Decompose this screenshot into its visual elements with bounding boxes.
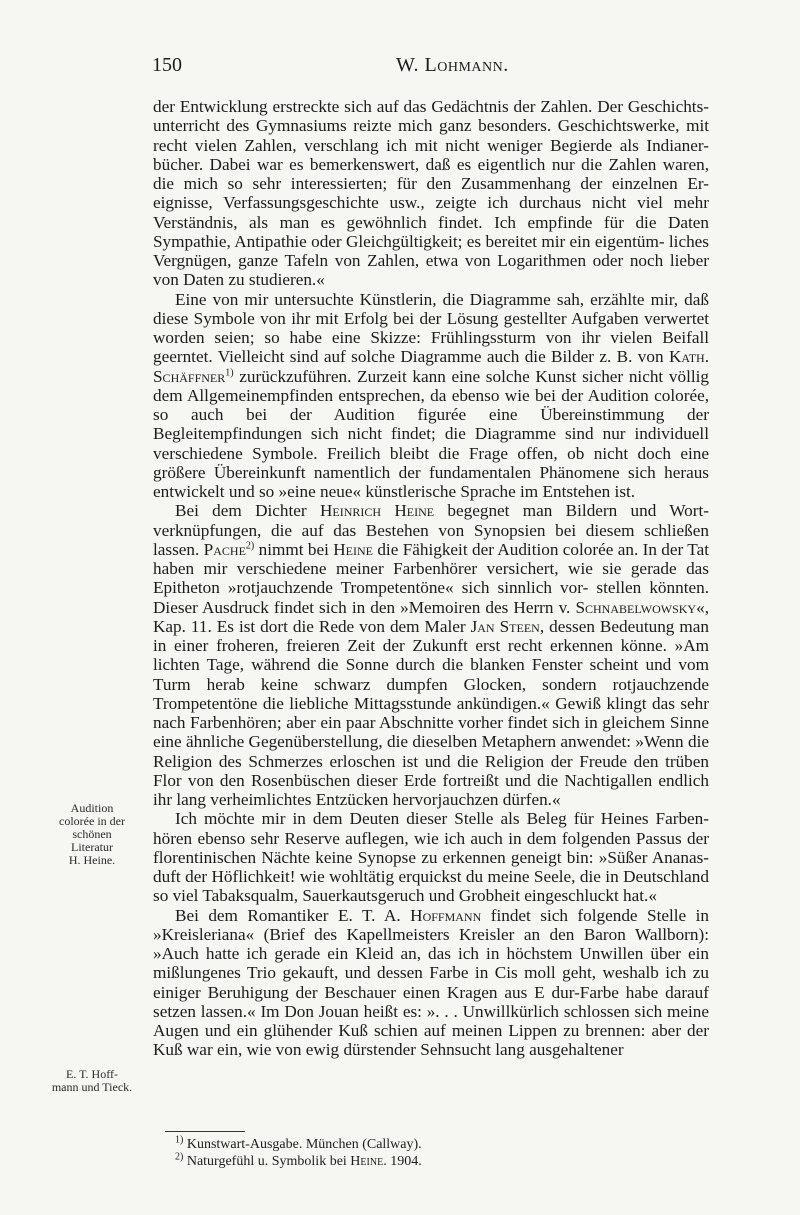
margin-note-line: mann und Tieck. [51,1080,133,1094]
text-run: , dessen Bedeutung man in einer froheren, freieren Zeit der Zukunft erst recht erkennen könne. »Am lichten Tage, während die Sonne durch die blanken Fenster scheint und vom Turm herab keine schwarz dumpfen Glocken, sondern rotjauchzende Trompetentöne die liebliche Mittagsstunde ankündigen.« Gewiß klingt das sehr nach Farbenhören; aber ein paar Abschnitte vorher findet sich in gleichem Sinne eine ähnliche Gegenüberstellung, die dieselben Metaphern anwendet: »Wenn die Religion des Schmerzes erloschen ist und die Religion der Freude den trüben Flor von den Rosenbüschen dieser Erde fortreißt und die Nachtigallen endlich ihr lang verheimlichtes Entzücken hervorjauchzen dürfen.« [153,616,709,809]
footnote-rule [165,1131,245,1132]
name-small-caps: Heinrich Heine [319,501,435,521]
margin-note-line: Literatur [71,840,113,854]
margin-note-audition [36,802,148,867]
text-run: findet sich folgende Stelle in »Kreisleriana« (Brief des Kapellmeisters Kreisler an den Baron Wallborn): »Auch hatte ich gerade ein Kleid an, das ich in höchstem Unwillen über ein mißlungenes Trio gekauft, und dessen Farbe in Cis moll geht, weshalb ich zu einiger Beruhigung der Beschauer einen Kragen aus E dur-Farbe habe darauf setzen lassen.« Im Don Jouan heißt es: ». . . Unwillkürlich schlossen sich meine Augen und ein glühender Kuß schien auf meinen Lippen zu brennen: aber der Kuß war ein, wie von ewig dürstender Sehnsucht lang ausgehaltener [153,905,709,1060]
name-small-caps: Hoffmann [410,905,482,925]
footnote-name-small-caps: Heine [350,1154,384,1169]
paragraph [153,97,709,290]
footnote-mark: 2) [175,1151,184,1163]
footnote-text: Kunstwart-Ausgabe. München (Callway). [183,1137,422,1152]
text-run: Ich möchte mir in dem Deuten dieser Stelle als Beleg für Heines Farben- hören ebenso sehr Reserve auflegen, wie ich auch in dem folgenden Passus der florentinischen Nächte keine Synopse zu erkennen geneigt bin: »Süßer Ananas- duft der Höflichkeit! wie wohltätig erquickst du meine Seele, die in Deutschland so viel Tabaksqualm, Sauerkautsgeruch und Grobheit eingeschluckt hat.« [153,809,709,906]
body-text [153,97,709,1060]
text-run: Eine von mir untersuchte Künstlerin, die Diagramme sah, erzählte mir, daß diese Symbole von ihr mit Erfolg bei der Lösung gestellter Aufgaben verwertet worden seien; so habe eine Skizze: Frühlingssturm von ihr vielen Beifall geerntet. Vielleicht sind auf solche Diagramme auch die Bilder z. B. von [153,289,709,367]
margin-note-line: Audition [70,801,114,815]
page-header [152,50,708,86]
paragraph [153,906,709,1060]
text-run: nimmt bei [254,539,334,559]
margin-note-line: colorée in der [59,814,125,828]
margin-note-hoffmann [36,1068,148,1094]
margin-note-line: schönen [72,827,112,841]
footnote-text: Naturgefühl u. Symbolik bei [183,1154,351,1169]
name-small-caps: Kath. Schäffner [153,347,709,386]
paragraph [153,290,709,502]
footnote [175,1153,695,1170]
footnote [175,1136,695,1153]
text-run: zurückzuführen. Zurzeit kann eine solche Kunst sicher nicht völlig dem Allgemeinempfinden entsprechen, da ebenso wie bei der Audition colorée, so auch bei der Audition figurée eine Übereinstimmung der Begleitempfindungen sich nicht findet; die Diagramme sind nur individuell verschiedene Symbole. Freilich bleibt die Frage offen, ob nicht doch eine größere Übereinkunft namentlich der fundamentalen Phänomene sich heraus entwickelt und so »eine neue« künstlerische Sprache im Entstehen ist. [153,366,709,501]
running-head [396,54,509,77]
margin-note-line: E. T. Hoff- [66,1067,118,1081]
paragraph [153,501,709,809]
name-small-caps: Jan Steen [470,616,540,636]
footnote-mark: 1) [175,1134,184,1146]
margin-note-line: H. Heine. [68,853,116,867]
name-small-caps: Pache [203,539,246,559]
footnote-ref: 2) [245,540,255,552]
text-run: begegnet man Bildern und Wort- verknüpfungen, die auf das Bestehen von Synopsien bei diesem schließen lassen. [153,501,709,559]
footnotes [175,1136,695,1170]
running-head-initial: W. [396,54,425,76]
text-run: die Fähigkeit der Audition colorée an. In der Tat haben mir verschiedene meiner Farbenhörer versichert, wie sie gerade das Epitheton »rotjauchzende Trompetentöne« sich sinnlich vor- stellen könnten. Dieser Ausdruck findet sich in den »Memoiren des Herrn v. [153,539,709,617]
footnote-ref: 1) [225,366,234,378]
footnote-tail: . 1904. [383,1154,422,1169]
page-number: 150 [152,54,182,76]
paragraph [153,809,709,905]
text-run: Bei dem Romantiker E. T. A. [175,905,411,925]
text-run: «, Kap. 11. Es ist dort die Rede von dem Maler [153,597,709,636]
name-small-caps: Heine [333,539,373,559]
running-head-author: Lohmann. [424,54,509,76]
text-run: Bei dem Dichter [175,501,320,521]
name-small-caps: Schnabelwowsky [575,597,697,617]
text-run: der Entwicklung erstreckte sich auf das Gedächtnis der Zahlen. Der Geschichts- unterricht des Gymnasiums reizte mich ganz besonders. Geschichtswerke, mit recht vielen Zahlen, verschlang ich mit nicht weniger Begierde als Indianer- bücher. Dabei war es bemerkenswert, daß es eigentlich nur die Zahlen waren, die mich so sehr interessierten; für den Zusammenhang der einzelnen Er- eignisse, Verfassungsgeschichte usw., zeigte ich durchaus nicht viel mehr Verständnis, als man es gewöhnlich findet. Ich empfinde für die Daten Sympathie, Antipathie oder Gleichgültigkeit; es bereitet mir ein eigentüm- liches Vergnügen, ganze Tafeln von Zahlen, etwa von Logarithmen oder noch lieber von Daten zu studieren.« [153,97,709,290]
